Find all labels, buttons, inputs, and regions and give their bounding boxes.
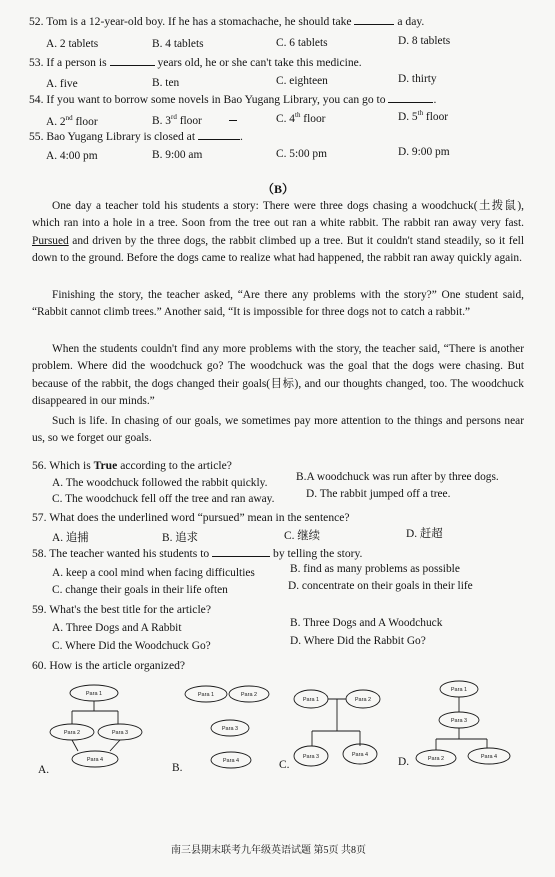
question-58-stem: 58. The teacher wanted his students to by telling the story. [32, 547, 363, 560]
q56-option-a[interactable]: A. The woodchuck followed the rabbit quickly. [52, 477, 268, 489]
answer-blank[interactable] [110, 65, 155, 66]
node-label: Para 3 [302, 754, 320, 760]
node-label: Para 3 [221, 726, 239, 732]
q59-option-a[interactable]: A. Three Dogs and A Rabbit [52, 622, 182, 634]
q57-option-c[interactable]: C. 继续 [284, 530, 321, 542]
stray-mark [229, 120, 237, 121]
q59-option-c[interactable]: C. Where Did the Woodchuck Go? [52, 640, 211, 652]
question-59-stem: 59. What's the best title for the article? [32, 603, 211, 616]
q59-option-b[interactable]: B. Three Dogs and A Woodchuck [290, 617, 443, 629]
question-52-stem: 52. Tom is a 12-year-old boy. If he has a stomachache, he should take a day. [29, 15, 425, 28]
node-label: Para 1 [302, 697, 320, 703]
node-label: Para 1 [85, 691, 103, 697]
q54-option-b[interactable]: B. 3rd floor [152, 113, 202, 127]
q58-option-c[interactable]: C. change their goals in their life often [52, 584, 228, 596]
q60-option-d[interactable]: D. [398, 756, 410, 768]
q55-option-a[interactable]: A. 4:00 pm [46, 150, 98, 162]
section-b-heading: （B） [262, 182, 295, 196]
question-56-stem: 56. Which is True according to the article? [32, 459, 232, 472]
q57-option-a[interactable]: A. 追捕 [52, 532, 89, 544]
answer-blank[interactable] [212, 556, 270, 557]
underlined-word: Pursued [32, 234, 69, 247]
q58-option-d[interactable]: D. concentrate on their goals in their life [288, 580, 473, 592]
question-60-stem: 60. How is the article organized? [32, 659, 186, 672]
q57-option-b[interactable]: B. 追求 [162, 532, 199, 544]
q56-option-d[interactable]: D. The rabbit jumped off a tree. [306, 488, 451, 500]
q60-option-b[interactable]: B. [172, 762, 183, 774]
node-label: Para 2 [427, 756, 445, 762]
node-label: Para 1 [450, 687, 468, 693]
q58-option-a[interactable]: A. keep a cool mind when facing difficulties [52, 567, 255, 579]
node-label: Para 4 [86, 757, 104, 763]
page-footer: 南三县期末联考九年级英语试题 第5页 共8页 [171, 845, 366, 856]
node-label: Para 2 [63, 730, 81, 736]
node-label: Para 3 [450, 718, 468, 724]
question-54-stem: 54. If you want to borrow some novels in Bao Yugang Library, you can go to . [29, 93, 437, 106]
node-label: Para 2 [240, 692, 258, 698]
node-label: Para 2 [354, 697, 372, 703]
node-label: Para 4 [351, 752, 369, 758]
answer-blank[interactable] [388, 102, 433, 103]
answer-blank[interactable] [198, 139, 240, 140]
q57-option-d[interactable]: D. 赶超 [406, 528, 443, 540]
passage-paragraph-3: When the students couldn't find any more problems with the story, the teacher said, “There is another problem. Where did the woodchuck go? The woodchuck was the goal that the dogs were chasing. But because of the rabbit, the dogs changed their goals(目标), and our thoughts changed, too. The woodchuck disappeared in our minds.” [32, 343, 524, 408]
q52-option-a[interactable]: A. 2 tablets [46, 38, 99, 50]
q52-option-b[interactable]: B. 4 tablets [152, 38, 204, 50]
q59-option-d[interactable]: D. Where Did the Rabbit Go? [290, 635, 426, 647]
answer-blank[interactable] [354, 24, 394, 25]
q58-option-b[interactable]: B. find as many problems as possible [290, 563, 460, 575]
q60-option-a[interactable]: A. [38, 764, 50, 776]
q56-option-b[interactable]: B.A woodchuck was run after by three dogs. [296, 471, 499, 483]
passage-paragraph-2: Finishing the story, the teacher asked, “Are there any problems with the story?” One student said, “Rabbit cannot climb trees.” Another said, “It is impossible for three dogs not to catch a rabbit.” [32, 289, 524, 319]
node-label: Para 1 [197, 692, 215, 698]
q55-option-d[interactable]: D. 9:00 pm [398, 146, 450, 158]
q52-option-c[interactable]: C. 6 tablets [276, 37, 328, 49]
q53-option-c[interactable]: C. eighteen [276, 75, 328, 87]
q60-option-c[interactable]: C. [279, 759, 290, 771]
q53-option-d[interactable]: D. thirty [398, 73, 437, 85]
q54-option-a[interactable]: A. 2nd floor [46, 114, 98, 128]
q54-option-d[interactable]: D. 5th floor [398, 109, 449, 123]
node-label: Para 4 [480, 754, 498, 760]
q56-option-c[interactable]: C. The woodchuck fell off the tree and ran away. [52, 493, 275, 505]
article-structure-diagrams [0, 675, 555, 785]
passage-paragraph-1: One day a teacher told his students a story: There were three dogs chasing a woodchuck(土拨鼠), which ran into a hole in a tree. Soon from the tree out ran a white rabbit. The rabbit ran away very fast. Pursued and driven by the three dogs, the rabbit climbed up a tree. But it couldn't stand steadily, so it fell down to the ground. Before the dogs came to realize what had happened, the rabbit ran away quickly again. [32, 200, 524, 265]
node-label: Para 3 [111, 730, 129, 736]
q55-option-b[interactable]: B. 9:00 am [152, 149, 203, 161]
q52-option-d[interactable]: D. 8 tablets [398, 35, 451, 47]
q55-option-c[interactable]: C. 5:00 pm [276, 148, 327, 160]
passage-paragraph-4: Such is life. In chasing of our goals, we sometimes pay more attention to the things and persons near us, so we forget our goals. [32, 415, 524, 445]
q53-option-b[interactable]: B. ten [152, 77, 180, 89]
question-57-stem: 57. What does the underlined word “pursued” mean in the sentence? [32, 511, 350, 524]
q53-option-a[interactable]: A. five [46, 78, 78, 90]
diagram-a [50, 685, 142, 767]
q54-option-c[interactable]: C. 4th floor [276, 111, 326, 125]
question-53-stem: 53. If a person is years old, he or she can't take this medicine. [29, 56, 362, 69]
node-label: Para 4 [222, 758, 240, 764]
question-55-stem: 55. Bao Yugang Library is closed at . [29, 130, 243, 143]
